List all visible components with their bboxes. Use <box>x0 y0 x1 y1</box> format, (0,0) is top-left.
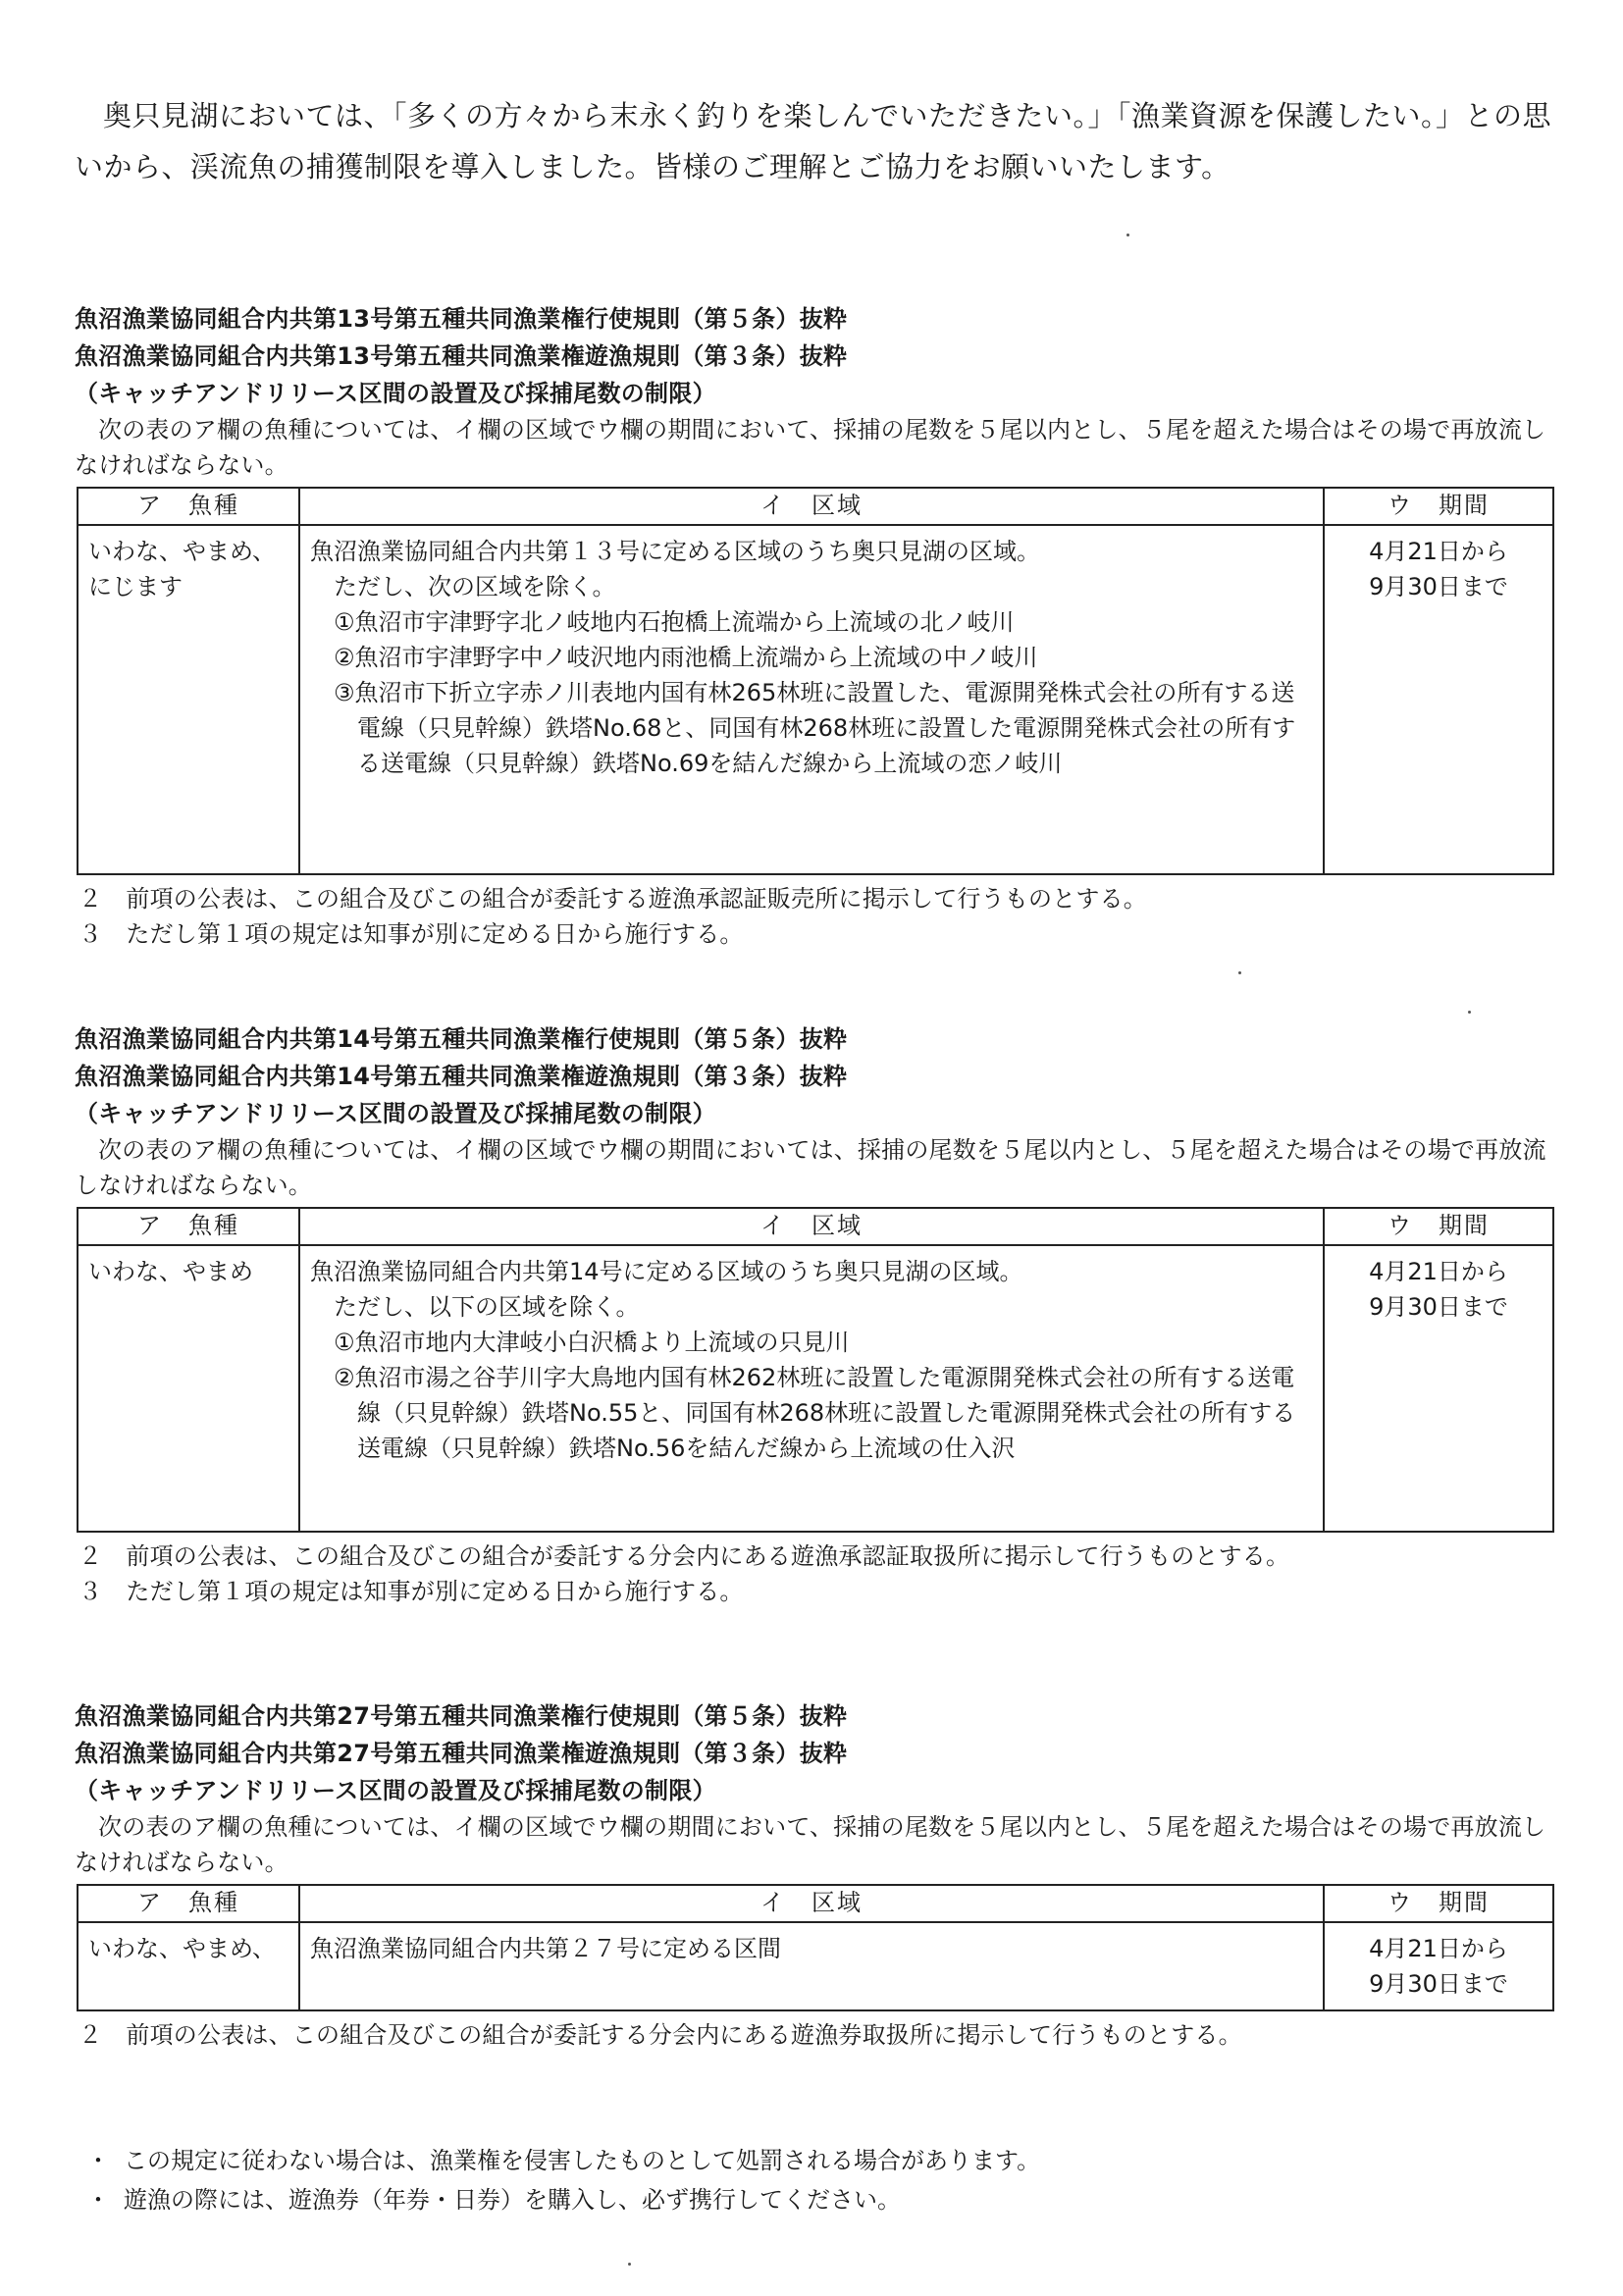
header-area: イ 区域 <box>299 488 1324 525</box>
section-heading: （キャッチアンドリリース区間の設置及び採捕尾数の制限） <box>75 1100 716 1127</box>
section-heading: 魚沼漁業協同組合内共第13号第五種共同漁業権遊漁規則（第３条）抜粋 <box>75 342 848 370</box>
scan-speck <box>1126 234 1129 236</box>
header-area: イ 区域 <box>299 1885 1324 1922</box>
section-heading: 魚沼漁業協同組合内共第27号第五種共同漁業権行使規則（第５条）抜粋 <box>75 1702 848 1730</box>
section-heading: （キャッチアンドリリース区間の設置及び採捕尾数の制限） <box>75 380 716 407</box>
header-period: ウ 期間 <box>1324 1885 1553 1922</box>
bullet-text: 遊漁の際には、遊漁券（年券・日券）を購入し、必ず携行してください。 <box>124 2186 901 2214</box>
bullet-text: この規定に従わない場合は、漁業権を侵害したものとして処罰される場合があります。 <box>124 2147 1041 2174</box>
table-header-row <box>78 1885 1553 1922</box>
area-item: ③魚沼市下折立字赤ノ川表地内国有林265林班に設置した、電源開発株式会社の所有する送電線（只見幹線）鉄塔No.68と、同国有林268林班に設置した電源開発株式会社の所有する送電線（只見幹線）鉄塔No.69を結んだ線から上流域の恋ノ岐川 <box>334 679 1296 777</box>
header-period: ウ 期間 <box>1324 488 1553 525</box>
intro-paragraph: 奥只見湖においては、「多くの方々から末永く釣りを楽しんでいただきたい。」「漁業資源を保護したい。」との思いから、渓流魚の捕獲制限を導入しました。皆様のご理解とご協力をお願いいたします。 <box>75 99 1552 183</box>
period-end: 9月30日まで <box>1369 573 1508 600</box>
header-fish: ア 魚種 <box>78 1885 299 1922</box>
table-row <box>78 525 1553 874</box>
area-item: ②魚沼市湯之谷芋川字大鳥地内国有林262林班に設置した電源開発株式会社の所有する送電線（只見幹線）鉄塔No.55と、同国有林268林班に設置した電源開発株式会社の所有する送電線（只見幹線）鉄塔No.56を結んだ線から上流域の仕入沢 <box>334 1364 1296 1462</box>
section-14 <box>75 1020 1556 1609</box>
list-item <box>86 2180 1040 2219</box>
period-start: 4月21日から <box>1369 1258 1508 1285</box>
fish-cell: いわな、やまめ <box>78 1245 299 1532</box>
note-line: ３ ただし第１項の規定は知事が別に定める日から施行する。 <box>79 1578 744 1605</box>
table-header-row <box>78 488 1553 525</box>
period-start: 4月21日から <box>1369 1935 1508 1962</box>
scan-speck <box>628 2263 631 2266</box>
section-heading: 魚沼漁業協同組合内共第14号第五種共同漁業権遊漁規則（第３条）抜粋 <box>75 1063 848 1090</box>
period-cell <box>1324 1922 1553 2010</box>
fish-cell: いわな、やまめ、にじます <box>78 525 299 874</box>
area-main: 魚沼漁業協同組合内共第１３号に定める区域のうち奥只見湖の区域。 <box>310 538 1040 565</box>
area-exception: ただし、以下の区域を除く。 <box>334 1293 640 1321</box>
area-item: ②魚沼市宇津野字中ノ岐沢地内雨池橋上流端から上流域の中ノ岐川 <box>334 644 1038 671</box>
period-end: 9月30日まで <box>1369 1293 1508 1321</box>
bullet-list <box>86 2141 1040 2219</box>
header-fish: ア 魚種 <box>78 1208 299 1245</box>
table-row <box>78 1245 1553 1532</box>
rules-table <box>77 1884 1554 2011</box>
area-main: 魚沼漁業協同組合内共第14号に定める区域のうち奥只見湖の区域。 <box>310 1258 1023 1285</box>
table-row <box>78 1922 1553 2010</box>
area-main: 魚沼漁業協同組合内共第２７号に定める区間 <box>310 1935 781 1962</box>
scan-speck <box>1468 1011 1471 1014</box>
section-lead: 次の表のア欄の魚種については、イ欄の区域でウ欄の期間において、採捕の尾数を５尾以内とし、５尾を超えた場合はその場で再放流しなければならない。 <box>75 416 1546 479</box>
list-item <box>86 2141 1040 2180</box>
area-cell <box>299 1245 1324 1532</box>
scan-speck <box>1238 971 1241 974</box>
section-heading: 魚沼漁業協同組合内共第14号第五種共同漁業権行使規則（第５条）抜粋 <box>75 1025 848 1053</box>
section-heading: 魚沼漁業協同組合内共第27号第五種共同漁業権遊漁規則（第３条）抜粋 <box>75 1740 848 1767</box>
area-item: ①魚沼市宇津野字北ノ岐地内石抱橋上流端から上流域の北ノ岐川 <box>334 608 1015 636</box>
period-cell <box>1324 1245 1553 1532</box>
section-lead: 次の表のア欄の魚種については、イ欄の区域でウ欄の期間においては、採捕の尾数を５尾以内とし、５尾を超えた場合はその場で再放流しなければならない。 <box>75 1136 1546 1199</box>
note-line: ２ 前項の公表は、この組合及びこの組合が委託する分会内にある遊漁券取扱所に掲示して行うものとする。 <box>79 2021 1242 2049</box>
area-exception: ただし、次の区域を除く。 <box>334 573 616 600</box>
area-cell <box>299 525 1324 874</box>
bullet-dot-icon: ・ <box>86 2147 110 2174</box>
fish-cell: いわな、やまめ、 <box>78 1922 299 2010</box>
header-period: ウ 期間 <box>1324 1208 1553 1245</box>
area-cell <box>299 1922 1324 2010</box>
section-lead: 次の表のア欄の魚種については、イ欄の区域でウ欄の期間において、採捕の尾数を５尾以内とし、５尾を超えた場合はその場で再放流しなければならない。 <box>75 1813 1546 1876</box>
period-start: 4月21日から <box>1369 538 1508 565</box>
header-fish: ア 魚種 <box>78 488 299 525</box>
note-line: ３ ただし第１項の規定は知事が別に定める日から施行する。 <box>79 920 744 948</box>
note-line: ２ 前項の公表は、この組合及びこの組合が委託する分会内にある遊漁承認証取扱所に掲示して行うものとする。 <box>79 1542 1290 1570</box>
table-header-row <box>78 1208 1553 1245</box>
rules-table <box>77 487 1554 875</box>
section-13 <box>75 300 1556 952</box>
rules-table <box>77 1207 1554 1533</box>
period-end: 9月30日まで <box>1369 1970 1508 1998</box>
area-item: ①魚沼市地内大津岐小白沢橋より上流域の只見川 <box>334 1329 850 1356</box>
section-27 <box>75 1697 1556 2053</box>
note-line: ２ 前項の公表は、この組合及びこの組合が委託する遊漁承認証販売所に掲示して行うものとする。 <box>79 885 1147 913</box>
section-heading: （キャッチアンドリリース区間の設置及び採捕尾数の制限） <box>75 1777 716 1804</box>
period-cell <box>1324 525 1553 874</box>
section-heading: 魚沼漁業協同組合内共第13号第五種共同漁業権行使規則（第５条）抜粋 <box>75 305 848 333</box>
header-area: イ 区域 <box>299 1208 1324 1245</box>
bullet-dot-icon: ・ <box>86 2186 110 2214</box>
